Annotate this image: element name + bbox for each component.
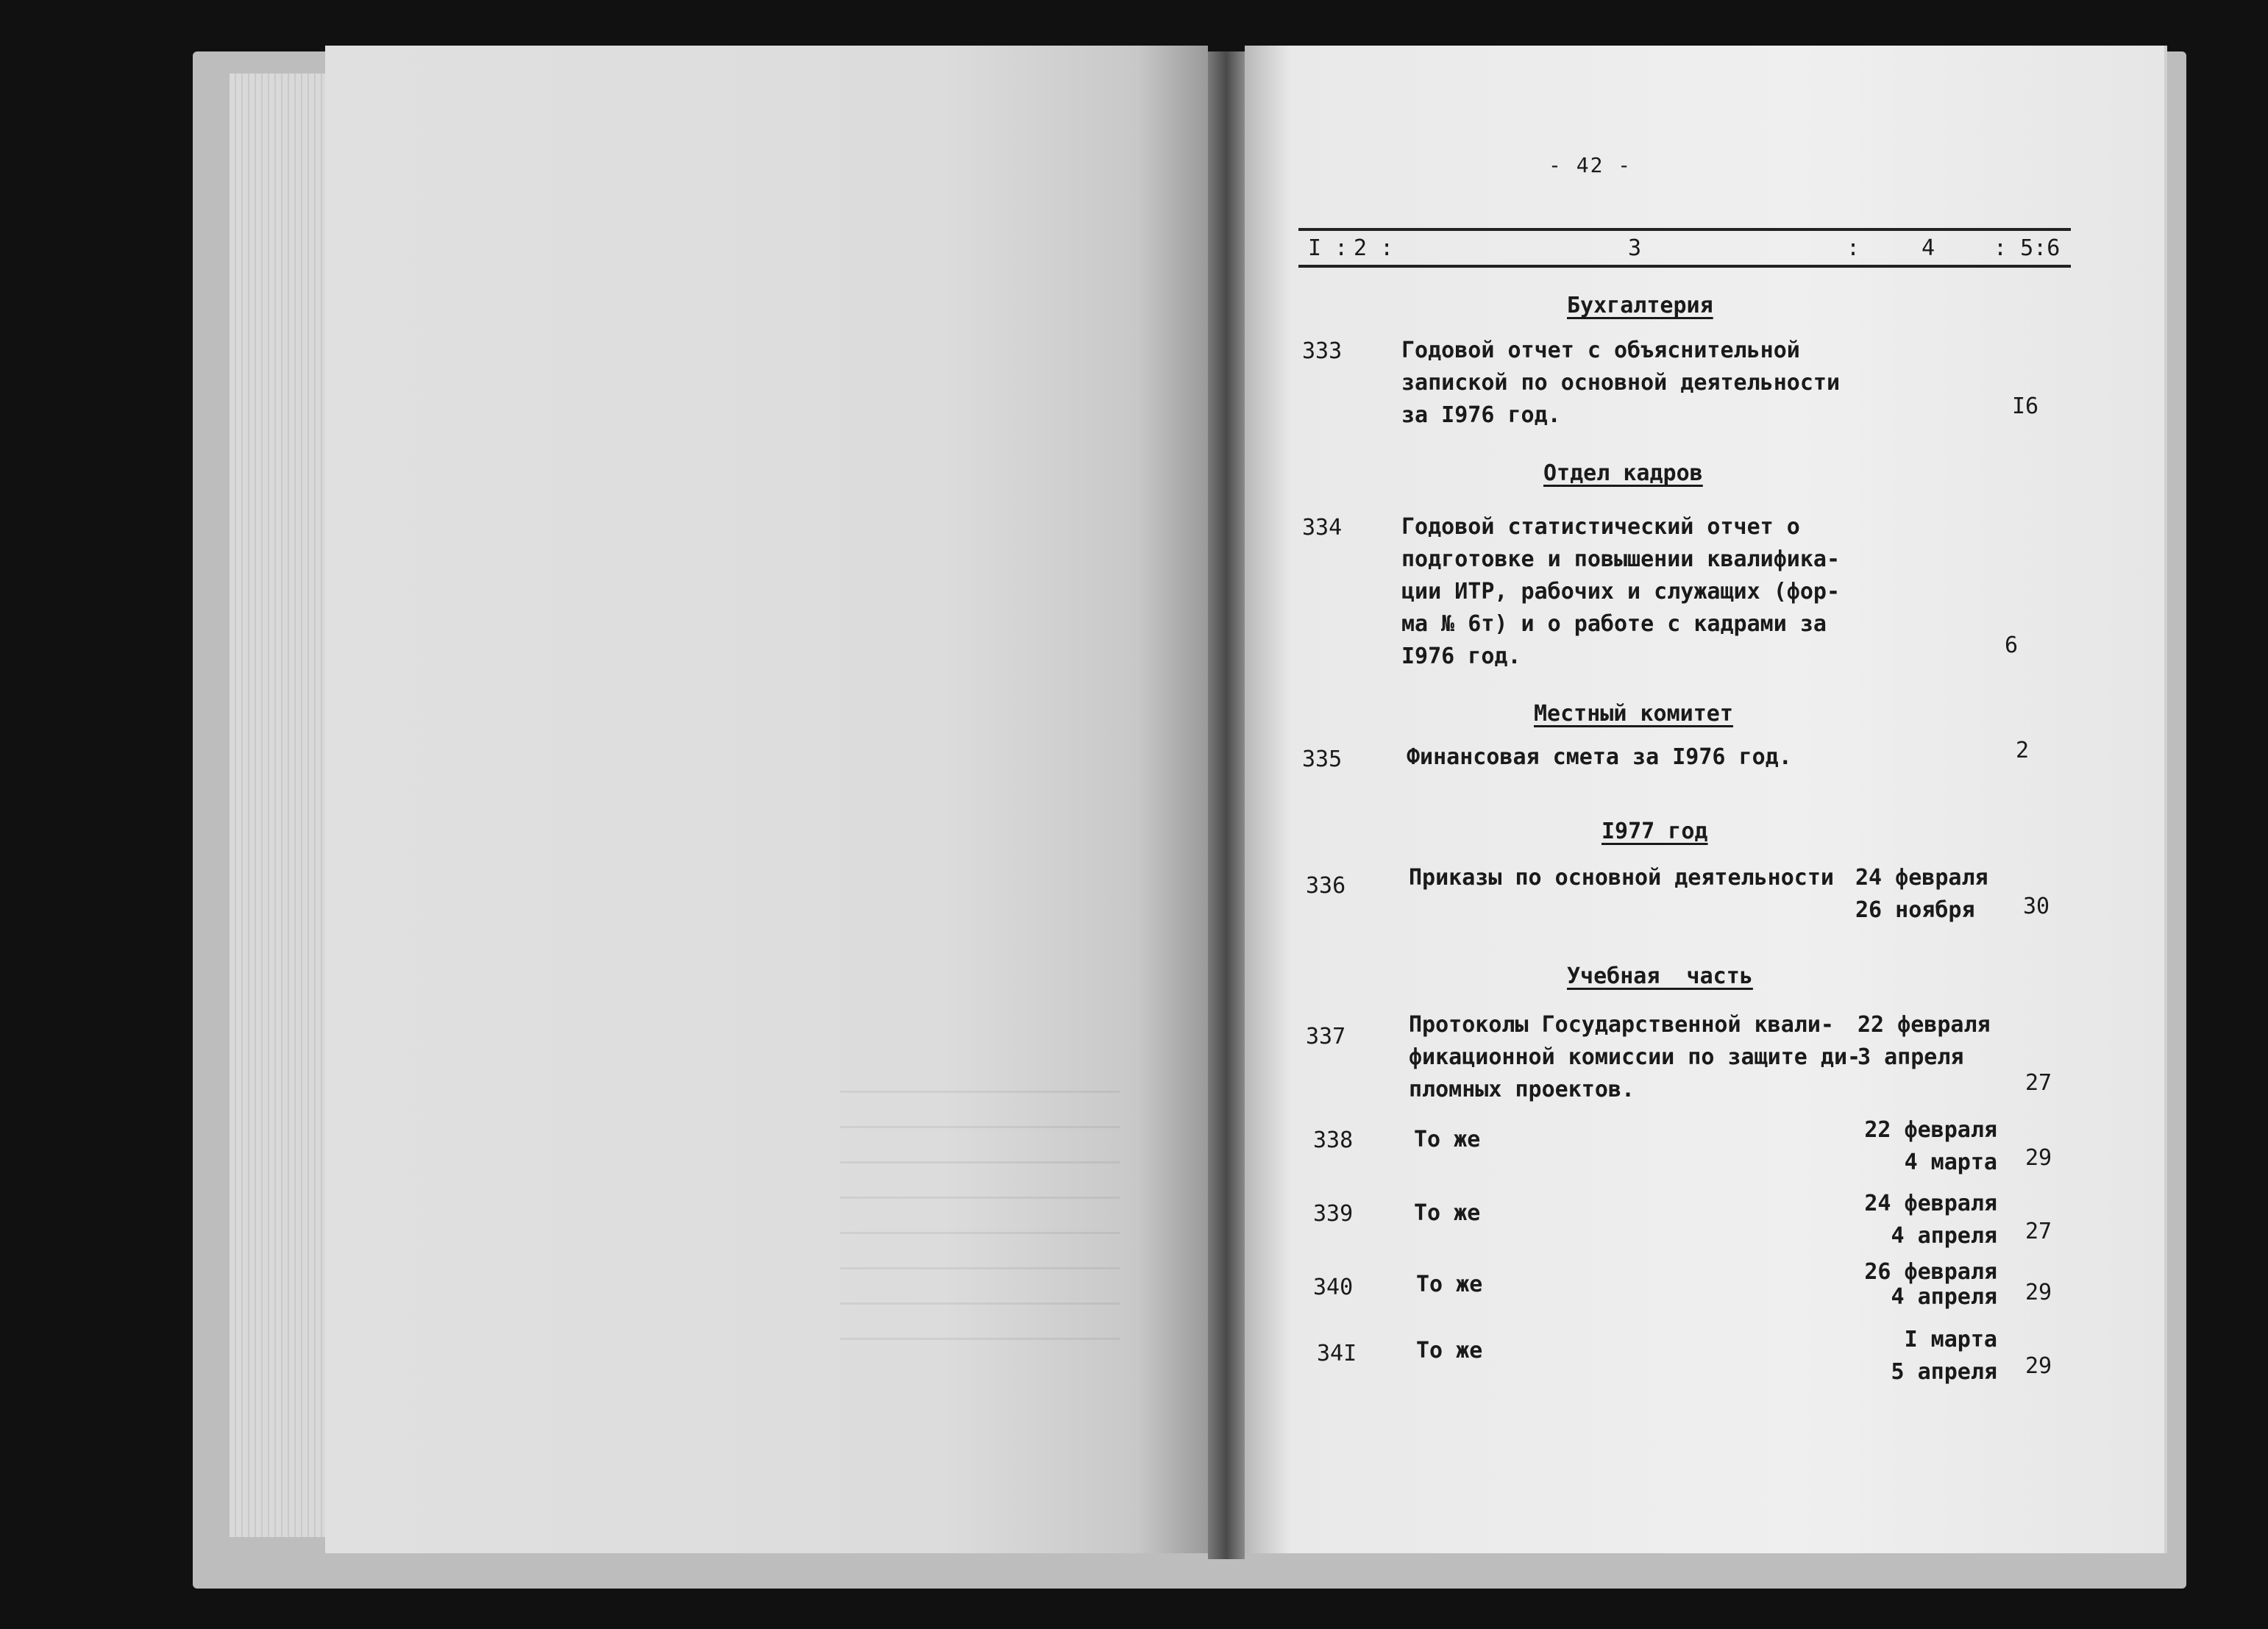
row-title-line: за I976 год. xyxy=(1401,402,1561,428)
row-date: 3 апреля xyxy=(1858,1044,1964,1070)
row-title-line: То же xyxy=(1416,1338,1483,1364)
row-dates-338 xyxy=(1858,1114,1997,1179)
row-title-line: Протоколы Государственной квали- xyxy=(1409,1012,1834,1038)
header-col-3: 3 xyxy=(1628,235,1642,261)
row-dates-339 xyxy=(1858,1188,1997,1252)
header-col-1: I : xyxy=(1308,235,1348,261)
section-heading-1977: I977 год xyxy=(1602,819,1708,844)
row-title-line: фикационной комиссии по защите ди- xyxy=(1409,1044,1861,1070)
row-title-337 xyxy=(1409,1009,1860,1106)
row-title-335 xyxy=(1407,741,1792,774)
row-sheets-340: 29 xyxy=(2025,1280,2052,1305)
row-title-341 xyxy=(1416,1335,1482,1367)
row-sheets-339: 27 xyxy=(2025,1219,2052,1244)
row-title-line: запиской по основной деятельности xyxy=(1401,370,1841,396)
row-title-line: Приказы по основной деятельности xyxy=(1409,865,1834,891)
row-number-334: 334 xyxy=(1302,515,1343,541)
row-date: I марта xyxy=(1904,1327,1997,1352)
row-title-line: подготовке и повышении квалифика- xyxy=(1401,546,1841,572)
row-sheets-336: 30 xyxy=(2023,894,2050,919)
row-number-337: 337 xyxy=(1306,1024,1346,1049)
row-date: 24 февраля xyxy=(1864,1191,1997,1216)
row-title-line: I976 год. xyxy=(1401,644,1521,669)
row-sheets-335: 2 xyxy=(2016,738,2030,763)
row-number-339: 339 xyxy=(1313,1201,1354,1227)
row-title-line: ции ИТР, рабочих и служащих (фор- xyxy=(1401,579,1841,605)
row-number-338: 338 xyxy=(1313,1127,1354,1153)
row-sheets-334: 6 xyxy=(2005,632,2019,658)
row-number-341: 34I xyxy=(1317,1341,1357,1366)
show-through-text xyxy=(840,1061,1120,1340)
row-title-line: То же xyxy=(1414,1127,1481,1152)
row-date: 4 марта xyxy=(1904,1149,1997,1175)
row-date: 4 апреля xyxy=(1891,1223,1997,1249)
row-title-338 xyxy=(1414,1124,1480,1156)
page-stack-edges xyxy=(230,74,325,1537)
row-sheets-333: I6 xyxy=(2012,393,2039,419)
row-date: 22 февраля xyxy=(1858,1012,1991,1038)
row-dates-337 xyxy=(1858,1009,1991,1074)
header-rule-bottom xyxy=(1298,265,2071,268)
row-sheets-341: 29 xyxy=(2025,1353,2052,1379)
row-title-339 xyxy=(1414,1197,1480,1230)
row-title-336 xyxy=(1409,862,1834,894)
row-dates-341 xyxy=(1858,1324,1997,1389)
row-date: 24 февраля xyxy=(1855,865,1988,891)
row-title-line: Финансовая смета за I976 год. xyxy=(1407,744,1792,770)
row-title-334 xyxy=(1401,511,1840,673)
row-dates-340 xyxy=(1858,1260,1997,1310)
section-heading-education: Учебная часть xyxy=(1567,963,1753,989)
row-title-line: ма № 6т) и о работе с кадрами за xyxy=(1401,611,1827,637)
header-col-2: 2 : xyxy=(1354,235,1394,261)
left-blank-page xyxy=(325,46,1208,1553)
row-number-336: 336 xyxy=(1306,873,1346,899)
row-sheets-337: 27 xyxy=(2025,1070,2052,1096)
section-heading-accounting: Бухгалтерия xyxy=(1567,293,1713,318)
row-number-335: 335 xyxy=(1302,746,1343,772)
row-dates-336 xyxy=(1855,862,1988,927)
section-heading-local-committee: Местный комитет xyxy=(1534,701,1733,727)
right-page xyxy=(1245,46,2164,1553)
row-title-line: пломных проектов. xyxy=(1409,1077,1635,1102)
row-date: 4 апреля xyxy=(1891,1284,1997,1310)
row-date: 26 февраля xyxy=(1864,1259,1997,1285)
header-col-separator: : xyxy=(1846,235,1860,261)
book-gutter xyxy=(1208,51,1245,1559)
row-title-line: Годовой статистический отчет о xyxy=(1401,514,1800,540)
row-number-333: 333 xyxy=(1302,338,1343,364)
section-heading-personnel: Отдел кадров xyxy=(1543,460,1703,486)
header-col-4: 4 xyxy=(1922,235,1935,261)
row-number-340: 340 xyxy=(1313,1275,1354,1300)
row-title-340 xyxy=(1416,1269,1482,1301)
row-title-line: То же xyxy=(1414,1200,1481,1226)
page-number: - 42 - xyxy=(1549,153,1632,177)
row-title-line: Годовой отчет с объяснительной xyxy=(1401,338,1800,363)
header-col-5-6: : 5:6 xyxy=(1994,235,2061,261)
row-date: 22 февраля xyxy=(1864,1117,1997,1143)
row-sheets-338: 29 xyxy=(2025,1145,2052,1171)
row-date: 5 апреля xyxy=(1891,1359,1997,1385)
header-rule-top xyxy=(1298,228,2071,231)
row-title-line: То же xyxy=(1416,1272,1483,1297)
row-title-333 xyxy=(1401,335,1840,432)
row-date: 26 ноября xyxy=(1855,897,1975,923)
